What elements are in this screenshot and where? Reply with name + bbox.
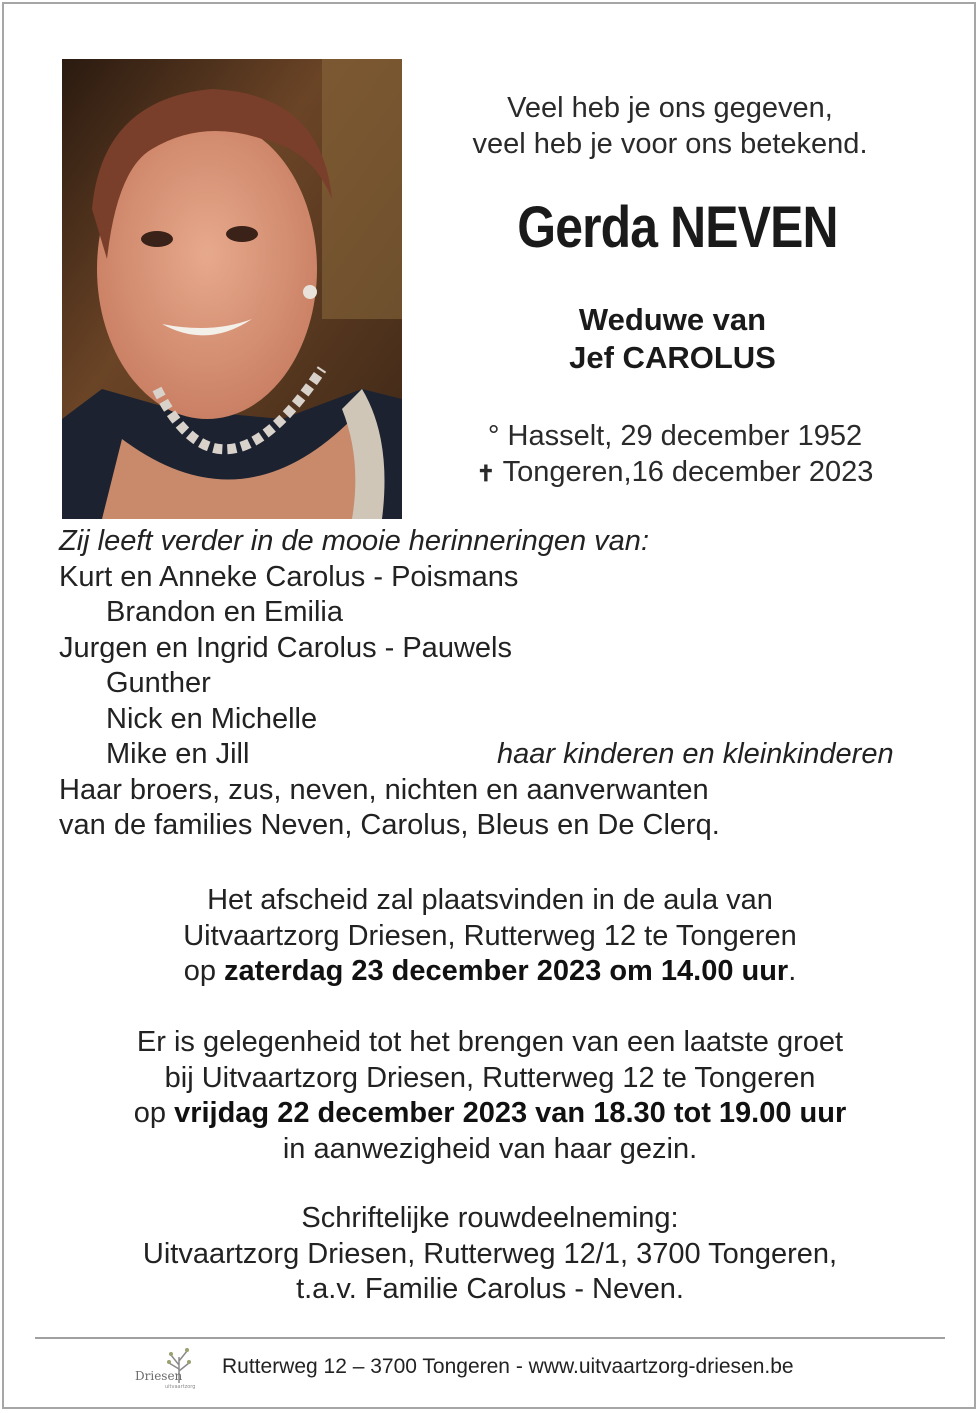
death-line <box>420 454 930 492</box>
farewell-suffix: . <box>788 955 797 987</box>
cross-icon: ✝ <box>476 461 496 486</box>
viewing-line: in aanwezigheid van haar gezin. <box>282 1132 698 1165</box>
viewing-prefix: op <box>133 1097 166 1129</box>
family-line: Kurt en Anneke Carolus - Poismans <box>59 560 519 593</box>
tree-icon <box>135 1343 203 1391</box>
viewing-info <box>0 1025 980 1167</box>
extended-family-line: van de families Neven, Carolus, Bleus en De Clerq. <box>59 809 720 841</box>
viewing-line: bij Uitvaartzorg Driesen, Rutterweg 12 te Tongeren <box>164 1061 816 1094</box>
birth-symbol: ° <box>487 420 500 452</box>
condolence-line: t.a.v. Familie Carolus - Neven. <box>296 1273 684 1305</box>
extended-family-line: Haar broers, zus, neven, nichten en aanverwanten <box>59 773 709 806</box>
farewell-prefix: op <box>183 955 216 987</box>
family-line: Jurgen en Ingrid Carolus - Pauwels <box>59 631 512 664</box>
condolence-line: Uitvaartzorg Driesen, Rutterweg 12/1, 3700 Tongeren, <box>142 1237 838 1270</box>
family-line: Nick en Michelle <box>106 702 318 735</box>
farewell-when-line <box>0 954 980 990</box>
family-role: haar kinderen en kleinkinderen <box>497 738 894 770</box>
footer-divider <box>35 1337 945 1339</box>
verse-line: veel heb je voor ons betekend. <box>472 128 868 160</box>
family-line: Gunther <box>106 667 211 699</box>
life-dates <box>420 418 930 492</box>
viewing-line: Er is gelegenheid tot het brengen van een laatste groet <box>136 1026 844 1058</box>
farewell-line: Uitvaartzorg Driesen, Rutterweg 12 te Tongeren <box>183 919 797 952</box>
death-date: Tongeren,16 december 2023 <box>502 456 874 488</box>
spouse-label: Weduwe van <box>578 302 767 337</box>
deceased-name: Gerda NEVEN <box>517 195 838 260</box>
portrait-illustration <box>62 59 402 519</box>
verse-line: Veel heb je ons gegeven, <box>507 92 833 124</box>
farewell-line: Het afscheid zal plaatsvinden in de aula van <box>207 884 773 916</box>
condolence-line: Schriftelijke rouwdeelneming: <box>301 1202 679 1234</box>
logo-subtext: uitvaartzorg <box>165 1384 196 1390</box>
family-line: Mike en Jill <box>106 738 250 770</box>
viewing-datetime: vrijdag 22 december 2023 van 18.30 tot 19.00 uur <box>174 1097 847 1129</box>
birth-line <box>420 418 930 454</box>
portrait-photo <box>62 59 402 519</box>
family-line-with-role <box>59 737 939 773</box>
footer-address: Rutterweg 12 – 3700 Tongeren - www.uitvaartzorg-driesen.be <box>222 1355 794 1378</box>
family-list <box>59 524 939 844</box>
viewing-when-line <box>0 1096 980 1132</box>
family-intro: Zij leeft verder in de mooie herinneringen van: <box>59 525 649 557</box>
spouse-name: Jef CAROLUS <box>569 340 776 375</box>
birth-date: Hasselt, 29 december 1952 <box>507 420 863 452</box>
driesen-logo <box>135 1343 203 1391</box>
memorial-verse <box>420 90 920 162</box>
logo-text: Driesen <box>135 1369 183 1383</box>
farewell-info <box>0 883 980 990</box>
family-line: Brandon en Emilia <box>106 596 343 628</box>
farewell-datetime: zaterdag 23 december 2023 om 14.00 uur <box>224 955 789 987</box>
condolence-info <box>0 1201 980 1308</box>
spouse-info <box>420 301 925 377</box>
